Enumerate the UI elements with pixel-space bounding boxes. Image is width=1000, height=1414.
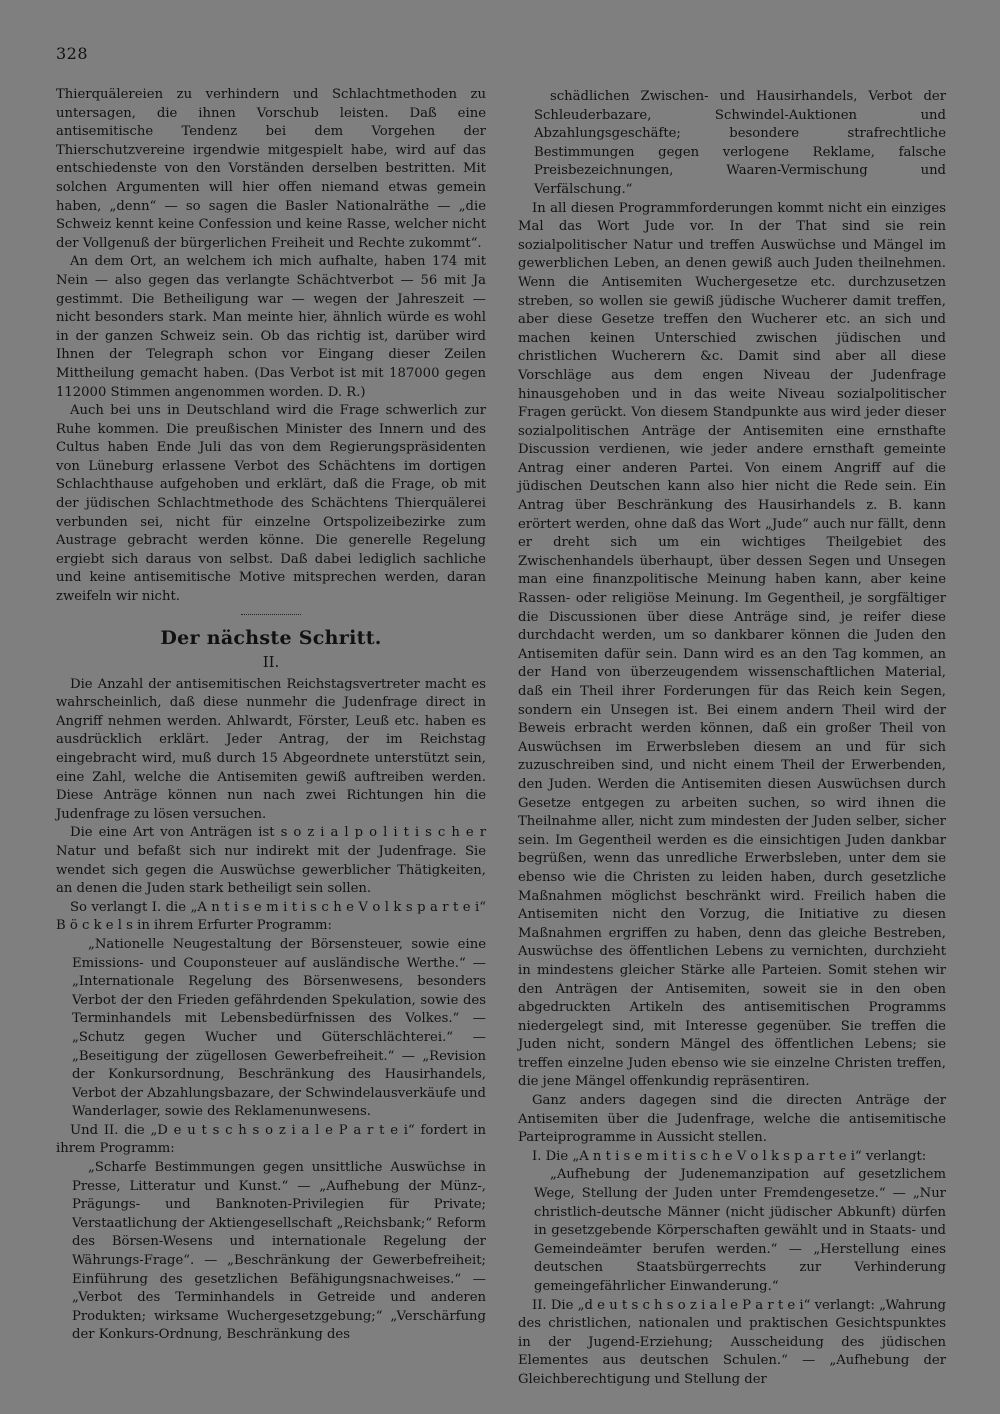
paragraph: So verlangt I. die „A n t i s e m i t i s c h e V o l k s p a r t e i“ B ö c k e l s in ihrem Erfurter Programm: <box>56 899 486 934</box>
paragraph: „Nationelle Neugestaltung der Börsensteuer, sowie eine Emissions- und Couponsteuer auf ausländische Werthe.“ — „Internationale Regelung des Börsenwesens, besonders Verbot der den Frieden gefährdenden Spekulation, sowie des Terminhandels mit Lebensbedürfnissen des Volkes.“ — „Schutz gegen Wucher und Güterschlächterei.“ — „Beseitigung der zügellosen Gewerbefreiheit.“ — „Revision der Konkursordnung, Beschränkung des Hausirhandels, Verbot der Abzahlungsbazare, der Schwindelausverkäufe und Wanderlager, sowie des Reklamenunwesens. <box>72 936 486 1120</box>
paragraph: An dem Ort, an welchem ich mich aufhalte, haben 174 mit Nein — also gegen das verlangte Schächtverbot — 56 mit Ja gestimmt. Die Betheiligung war — wegen der Jahreszeit — nicht besonders stark. Man meinte hier, ähnlich würde es wohl in der ganzen Schweiz sein. Ob das richtig ist, darüber wird Ihnen der Telegraph schon vor Eingang dieser Zeilen Mittheilung gemacht haben. (Das Verbot ist mit 187000 gegen 112000 Stimmen angenommen worden. D. R.) <box>56 254 486 400</box>
left-column <box>56 86 486 1345</box>
paragraph: schädlichen Zwischen- und Hausirhandels, Verbot der Schleuderbazare, Schwindel-Auktionen und Abzahlungsgeschäfte; besondere strafrechtliche Bestimmungen gegen verlogene Reklame, falsche Preisbezeichnungen, Waaren-Vermischung und Verfälschung.“ <box>534 89 946 197</box>
paragraph: „Scharfe Bestimmungen gegen unsittliche Auswüchse in Presse, Litteratur und Kunst.“ — „Aufhebung der Münz-, Prägungs- und Banknoten-Privilegien für Private; Verstaatlichung der Aktiengesellschaft „Reichsbank;“ Reform des Börsen-Wesens und internationale Regelung der Währungs-Frage“. — „Beschränkung der Gewerbefreiheit; Einführung des gesetzlichen Befähigungsnachweises.“ — „Verbot des Terminhandels in Getreide und anderen Produkten; wirksame Wuchergesetzgebung;“ „Verschärfung der Konkurs-Ordnung, Beschränkung des <box>72 1160 486 1343</box>
section-divider <box>241 614 301 616</box>
paragraph: Auch bei uns in Deutschland wird die Frage schwerlich zur Ruhe kommen. Die preußischen Minister des Innern und des Cultus haben Ende Juli das von dem Regierungspräsidenten von Lüneburg erlassene Verbot des Schächtens im dortigen Schlachthause aufgehoben und erklärt, daß die Frage, ob mit der jüdischen Schlachtmethode des Schächtens Thierquälerei verbunden sei, nicht für einzelne Ortspolizeibezirke zum Austrage gebracht werden könne. Die generelle Regelung ergiebt sich daraus von selbst. Daß dabei lediglich sachliche und keine antisemitische Motive mitsprechen werden, daran zweifeln wir nicht. <box>56 403 486 605</box>
paragraph: Ganz anders dagegen sind die directen Anträge der Antisemiten über die Judenfrage, welche die antisemitische Parteiprogramme in Aussicht stellen. <box>518 1093 946 1146</box>
article-body-left <box>56 676 486 1345</box>
article-subheading: II. <box>262 652 280 671</box>
page-number: 328 <box>56 44 89 63</box>
paragraph: Und II. die „D e u t s c h s o z i a l e P a r t e i“ fordert in ihrem Programm: <box>56 1122 486 1157</box>
left-column-body <box>56 86 486 607</box>
paragraph: I. Die „A n t i s e m i t i s c h e V o l k s p a r t e i“ verlangt: <box>532 1148 927 1164</box>
article-heading: Der nächste Schritt. <box>160 626 382 649</box>
paragraph: II. Die „d e u t s c h s o z i a l e P a r t e i“ verlangt: „Wahrung des christlichen, nationalen und praktischen Gesichtspunktes in der Jugend-Erziehung; Ausscheidung des jüdischen Elementes aus deutschen Schulen.“ — „Aufhebung der Gleichberechtigung und Stellung der <box>518 1297 946 1387</box>
right-column <box>518 88 946 1390</box>
paragraph: In all diesen Programmforderungen kommt nicht ein einziges Mal das Wort Jude vor. In der That sind sie rein sozialpolitischer Natur und treffen Auswüchse und Mängel im gewerblichen Leben, an denen gewiß auch Juden theilnehmen. Wenn die Antisemiten Wuchergesetze etc. durchzusetzen streben, so wollen sie gewiß jüdische Wucherer damit treffen, aber diese Gesetze treffen den Wucherer etc. an sich und machen keinen Unterschied zwischen jüdischen und christlichen Wucherern &c. Damit sind aber all diese Vorschläge aus dem engen Niveau der Judenfrage hinausgehoben und in das weite Niveau sozialpolitischer Fragen gerückt. Von diesem Standpunkte aus wird jeder dieser sozialpolitischen Anträge der Antisemiten eine ernsthafte Discussion verdienen, wie jeder andere ernsthaft gemeinte Antrag einer anderen Partei. Von einem Angriff auf die jüdischen Deutschen kann also hier nicht die Rede sein. Ein Antrag über Beschränkung des Hausirhandels z. B. kann erörtert werden, ohne daß das Wort „Jude“ auch nur fällt, denn er dreht sich um ein wichtiges Theilgebiet des Zwischenhandels überhaupt, über dessen Segen und Unsegen man eine finanzpolitische Meinung haben kann, aber keine Rassen- oder religiöse Meinung. Im Gegentheil, je sorgfältiger die Discussionen über diese Anträge sind, je reifer diese durchdacht werden, um so dankbarer können die Juden den Antisemiten dafür sein. Dann wird es an den Tag kommen, an der Hand von überzeugendem wissenschaftlichen Material, daß ein Theil ihrer Forderungen für das Reich kein Segen, sondern ein Unsegen ist. Bei einem andern Theil wird der Beweis erbracht werden können, daß ein großer Theil von Auswüchsen im Erwerbsleben diesem an und für sich zuzuschreiben sind, und nicht einem Theil der Erwerbenden, den Juden. Werden die Antisemiten diesen Auswüchsen durch Gesetze entgegen zu arbeiten suchen, so wird ihnen die Theilnahme aller, nicht zum mindesten der Juden selber, sicher sein. Im Gegentheil werden es die einsichtigen Juden dankbar begrüßen, wenn das unredliche Erwerbsleben, unter dem sie ebenso wie die Christen zu leiden haben, durch gesetzliche Maßnahmen möglichst beschränkt wird. Freilich haben die Antisemiten nicht den Vorzug, die Initiative zu diesen Maßnahmen ergriffen zu haben, denn das gleiche Bestreben, Auswüchse des öffentlichen Lebens zu vernichten, durchzieht in mindestens gleicher Stärke alle Parteien. Somit stehen wir den Anträgen der Antisemiten, soweit sie in den oben abgedruckten Artikeln des antisemitischen Programms niedergelegt sind, mit Interesse gegenüber. Sie treffen die Juden nicht, sondern Mängel des öffentlichen Lebens; sie treffen einzelne Juden ebenso wie sie einzelne Christen treffen, die jene Mängel offenkundig repräsentiren. <box>518 200 946 1090</box>
paragraph: „Aufhebung der Judenemanzipation auf gesetzlichem Wege, Stellung der Juden unter Fremdengesetze.“ — „Nur christlich-deutsche Männer (nicht jüdischer Abkunft) dürfen in gesetzgebende Körperschaften gewählt und in Staats- und Gemeindeämter berufen werden.“ — „Herstellung eines deutschen Staatsbürgerrechts zur Verhinderung gemeingefährlicher Einwanderung.“ <box>534 1167 946 1294</box>
article-body-right <box>518 88 946 1390</box>
paragraph: Die Anzahl der antisemitischen Reichstagsvertreter macht es wahrscheinlich, daß diese nunmehr die Judenfrage direct in Angriff nehmen werden. Ahlwardt, Förster, Leuß etc. haben es ausdrücklich erklärt. Jeder Antrag, der im Reichstag eingebracht wird, muß durch 15 Abgeordnete unterstützt sein, eine Zahl, welche die Antisemiten gewiß auftreiben werden. Diese Anträge können nun nach zwei Richtungen hin die Judenfrage zu lösen versuchen. <box>56 676 486 822</box>
paragraph: Die eine Art von Anträgen ist s o z i a l p o l i t i s c h e r Natur und befaßt sich nur indirekt mit der Judenfrage. Sie wendet sich gegen die Auswüchse gewerblicher Thätigkeiten, an denen die Juden stark betheiligt sein sollen. <box>56 825 486 897</box>
paragraph: Thierquälereien zu verhindern und Schlachtmethoden zu untersagen, die ihnen Vorschub leisten. Daß eine antisemitische Tendenz bei dem Vorgehen der Thierschutzvereine irgendwie mitgespielt habe, wird auf das entschiedenste von den Vorständen derselben bestritten. Mit solchen Argumenten will hier offen niemand etwas gemein haben, „denn“ — so sagen die Basler Nationalräthe — „die Schweiz kennt keine Confession und keine Rasse, welcher nicht der Vollgenuß der bürgerlichen Freiheit und Rechte zukommt“. <box>56 87 486 251</box>
